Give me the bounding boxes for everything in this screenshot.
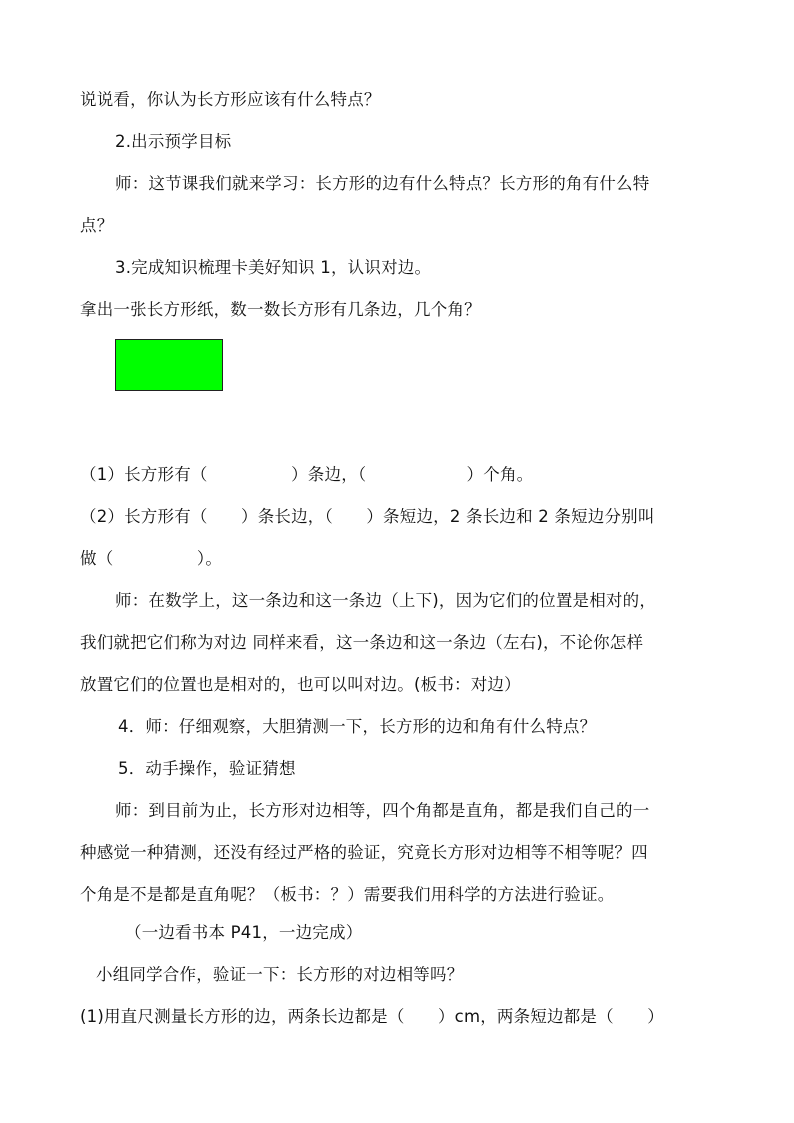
text-line-7: （1）长方形有（ ）条边，（ ）个角。	[80, 465, 534, 484]
text-line-10: 师：在数学上，这一条边和这一条边（上下)，因为它们的位置是相对的，	[115, 591, 657, 610]
text-line-19: 小组同学合作，验证一下：长方形的对边相等吗？	[96, 965, 464, 984]
text-line-8: （2）长方形有（ ）条长边，（ ）条短边，2 条长边和 2 条短边分别叫	[80, 507, 655, 526]
text-line-18: （一边看书本 P41，一边完成）	[125, 923, 363, 942]
text-line-4: 点？	[80, 216, 114, 235]
text-line-12: 放置它们的位置也是相对的，也可以叫对边。(板书：对边）	[80, 675, 521, 694]
text-line-1: 说说看，你认为长方形应该有什么特点？	[80, 90, 381, 109]
text-line-15: 师：到目前为止，长方形对边相等，四个角都是直角，都是我们自己的一	[115, 801, 650, 820]
green-rectangle-figure	[115, 339, 223, 391]
text-line-16: 种感觉一种猜测，还没有经过严格的验证，究竟长方形对边相等不相等呢？四	[80, 843, 648, 862]
text-line-2: 2.出示预学目标	[115, 132, 232, 151]
text-line-17: 个角是不是都是直角呢？（板书：？）需要我们用科学的方法进行验证。	[80, 885, 615, 904]
text-line-5: 3.完成知识梳理卡美好知识 1，认识对边。	[115, 258, 432, 277]
text-line-3: 师：这节课我们就来学习：长方形的边有什么特点？长方形的角有什么特	[115, 174, 650, 193]
text-line-11: 我们就把它们称为对边 同样来看，这一条边和这一条边（左右)，不论你怎样	[80, 633, 644, 652]
text-line-6: 拿出一张长方形纸，数一数长方形有几条边，几个角？	[80, 300, 481, 319]
text-line-14: 5．动手操作，验证猜想	[118, 759, 296, 778]
text-line-9: 做（ ）。	[80, 549, 223, 568]
text-line-20: (1)用直尺测量长方形的边，两条长边都是（ ）cm，两条短边都是（ ）	[80, 1007, 664, 1026]
text-line-13: 4．师：仔细观察，大胆猜测一下，长方形的边和角有什么特点？	[118, 717, 597, 736]
